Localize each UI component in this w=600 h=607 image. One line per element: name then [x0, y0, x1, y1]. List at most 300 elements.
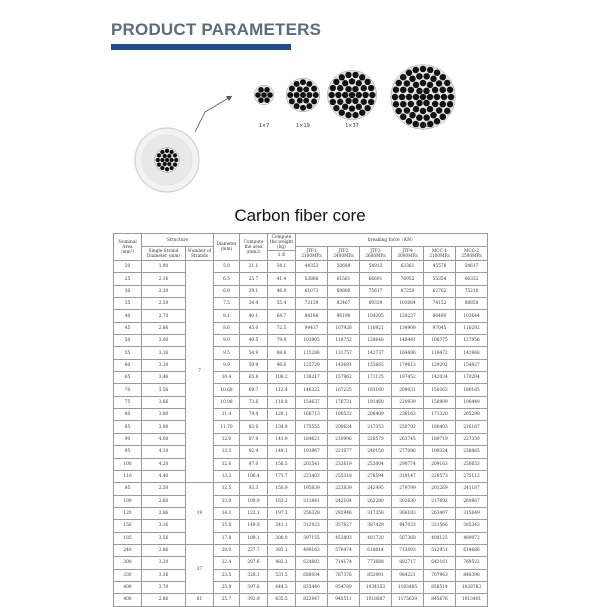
cell-jtf3: 276594	[360, 470, 392, 482]
header-grade-mcc1: MCC-1 2100MPa	[424, 247, 456, 261]
cell-nominal-area: 80	[114, 409, 142, 421]
cell-diameter: 23.5	[214, 569, 240, 581]
cell-jtf4: 567369	[392, 532, 424, 544]
cell-jtf4: 63361	[392, 261, 424, 273]
cell-mcc1: 408125	[424, 532, 456, 544]
cell-jtf4: 76952	[392, 273, 424, 285]
cell-jtf2: 940511	[328, 594, 360, 606]
cell-number-of-strands: 37	[186, 544, 214, 593]
cell-single-strand-diameter: 3.16	[142, 520, 186, 532]
cell-mcc2: 190449	[456, 396, 488, 408]
cell-single-strand-diameter: 3.90	[142, 421, 186, 433]
cell-mcc2: 170204	[456, 372, 488, 384]
cell-mcc2: 141968	[456, 347, 488, 359]
cell-jtf3: 128648	[360, 335, 392, 347]
cell-diameter: 14.3	[214, 507, 240, 519]
cell-jtf1: 256328	[296, 507, 328, 519]
cell-single-strand-diameter: 3.56	[142, 532, 186, 544]
cell-single-strand-diameter: 3.46	[142, 372, 186, 384]
strand-1x37-icon	[327, 70, 376, 119]
cell-mcc2: 180185	[456, 384, 488, 396]
cell-mcc2: 103644	[456, 310, 488, 322]
cell-single-strand-diameter: 2.86	[142, 594, 186, 606]
header-compute-weight: Compute the weight (kg)	[268, 234, 296, 251]
cell-jtf1: 175555	[296, 421, 328, 433]
cell-jtf1: 125729	[296, 359, 328, 371]
strand-label-1x61: 1×61	[416, 123, 430, 129]
cell-jtf2: 61561	[328, 273, 360, 285]
cell-jtf2: 190532	[328, 409, 360, 421]
cell-jtf3: 852991	[360, 569, 392, 581]
cell-jtf4: 263745	[392, 433, 424, 445]
cell-compute-weight: 64.7	[268, 310, 296, 322]
table-row	[114, 532, 488, 544]
table-row	[114, 384, 488, 396]
cell-single-strand-diameter: 3.16	[142, 347, 186, 359]
cell-nominal-area: 25	[114, 273, 142, 285]
cell-jtf1: 223403	[296, 470, 328, 482]
cell-jtf3: 262280	[360, 495, 392, 507]
cell-nominal-area: 150	[114, 520, 142, 532]
header-weight-factor: 1.6	[268, 251, 296, 261]
cell-jtf4: 148441	[392, 335, 424, 347]
cell-mcc1: 321566	[424, 520, 456, 532]
cell-mcc1: 86490	[424, 310, 456, 322]
cell-single-strand-diameter: 2.30	[142, 285, 186, 297]
cell-nominal-area: 100	[114, 495, 142, 507]
strand-1x61-icon	[391, 65, 456, 130]
cell-compute-area: 100.9	[240, 495, 268, 507]
cell-jtf3: 191460	[360, 396, 392, 408]
table-row	[114, 470, 488, 482]
table-row	[114, 298, 488, 310]
cell-jtf1: 822947	[296, 594, 328, 606]
cell-jtf2: 453893	[328, 532, 360, 544]
cell-compute-area: 87.9	[240, 433, 268, 445]
cell-nominal-area: 65	[114, 372, 142, 384]
cell-diameter: 8.6	[214, 322, 240, 334]
table-row	[114, 507, 488, 519]
cell-compute-weight: 34.1	[268, 261, 296, 273]
cell-jtf2: 357627	[328, 520, 360, 532]
cell-compute-weight: 149.1	[268, 446, 296, 458]
cell-diameter: 12.3	[214, 446, 240, 458]
cell-jtf3: 89339	[360, 298, 392, 310]
cell-mcc2: 260867	[456, 495, 488, 507]
cell-mcc1: 229573	[424, 470, 456, 482]
cell-compute-weight: 482.1	[268, 557, 296, 569]
strand-1x19-icon	[286, 78, 320, 112]
cell-jtf3: 773688	[360, 557, 392, 569]
cell-compute-area: 149.0	[240, 520, 268, 532]
cell-jtf2: 954789	[328, 581, 360, 593]
cell-jtf2: 167225	[328, 384, 360, 396]
cell-compute-area: 34.4	[240, 298, 268, 310]
cell-compute-weight: 79.8	[268, 335, 296, 347]
cell-jtf1: 624892	[296, 557, 328, 569]
cell-single-strand-diameter: 3.36	[142, 569, 186, 581]
strand-1x7-icon	[254, 85, 274, 105]
cell-mcc2: 216187	[456, 421, 488, 433]
table-row	[114, 409, 488, 421]
cell-diameter: 8.1	[214, 310, 240, 322]
cell-diameter: 7.5	[214, 298, 240, 310]
cell-jtf3: 217353	[360, 421, 392, 433]
cell-jtf3: 252004	[360, 458, 392, 470]
table-row	[114, 458, 488, 470]
cell-jtf2: 157962	[328, 372, 360, 384]
cell-mcc2: 769522	[456, 557, 488, 569]
cell-compute-area: 25.7	[240, 273, 268, 285]
cell-mcc2: 75210	[456, 285, 488, 297]
cell-single-strand-diameter: 3.66	[142, 396, 186, 408]
cell-mcc2: 489072	[456, 532, 488, 544]
cell-mcc1: 97045	[424, 322, 456, 334]
cell-nominal-area: 240	[114, 544, 142, 556]
cell-nominal-area: 30	[114, 285, 142, 297]
cell-compute-weight: 88.6	[268, 347, 296, 359]
cell-nominal-area: 75	[114, 396, 142, 408]
cell-jtf2: 570474	[328, 544, 360, 556]
cell-nominal-area: 185	[114, 532, 142, 544]
cell-single-strand-diameter: 1.90	[142, 261, 186, 273]
table-row	[114, 335, 488, 347]
cell-jtf3: 228579	[360, 433, 392, 445]
cell-compute-area: 73.6	[240, 396, 268, 408]
cell-mcc2: 250653	[456, 458, 488, 470]
header-grade-jtf4: JTF4 3000MPa	[392, 247, 424, 261]
cell-single-strand-diameter: 3.00	[142, 335, 186, 347]
cell-nominal-area: 70	[114, 384, 142, 396]
cell-jtf3: 116921	[360, 322, 392, 334]
cell-mcc1: 217692	[424, 495, 456, 507]
cell-mcc2: 54617	[456, 261, 488, 273]
header-number-of-strands: Number of Strands	[186, 247, 214, 261]
cell-jtf3: 242495	[360, 483, 392, 495]
cell-mcc2: 154827	[456, 359, 488, 371]
table-body	[114, 261, 488, 607]
table-row	[114, 322, 488, 334]
cell-mcc2: 88858	[456, 298, 488, 310]
cell-compute-area: 49.5	[240, 335, 268, 347]
cell-compute-area: 45.0	[240, 322, 268, 334]
cell-single-strand-diameter: 2.86	[142, 507, 186, 519]
cell-jtf1: 115288	[296, 347, 328, 359]
cell-mcc1: 118472	[424, 347, 456, 359]
cell-compute-weight: 46.9	[268, 285, 296, 297]
cell-diameter: 9.0	[214, 335, 240, 347]
cell-compute-weight: 241.1	[268, 520, 296, 532]
cell-compute-weight: 156.5	[268, 458, 296, 470]
cell-jtf1: 103905	[296, 335, 328, 347]
cell-mcc2: 241187	[456, 483, 488, 495]
cell-jtf2: 787376	[328, 569, 360, 581]
cell-jtf1: 44353	[296, 261, 328, 273]
cell-jtf3: 1034353	[360, 581, 392, 593]
cell-compute-area: 397.8	[240, 581, 268, 593]
table-row	[114, 359, 488, 371]
cell-nominal-area: 20	[114, 261, 142, 273]
cell-single-strand-diameter: 2.70	[142, 310, 186, 322]
cell-compute-weight: 118.8	[268, 396, 296, 408]
cell-diameter: 11.70	[214, 421, 240, 433]
cell-compute-area: 54.9	[240, 347, 268, 359]
cell-diameter: 15.8	[214, 520, 240, 532]
cell-jtf1: 193967	[296, 446, 328, 458]
cell-nominal-area: 35	[114, 298, 142, 310]
cell-nominal-area: 400	[114, 581, 142, 593]
cell-single-strand-diameter: 2.50	[142, 483, 186, 495]
cell-mcc1: 180403	[424, 421, 456, 433]
cell-single-strand-diameter: 2.60	[142, 495, 186, 507]
strand-label-1x19: 1×19	[296, 123, 310, 129]
cell-mcc1: 171320	[424, 409, 456, 421]
cell-compute-area: 21.1	[240, 261, 268, 273]
cell-jtf1: 154637	[296, 396, 328, 408]
cell-jtf2: 210996	[328, 433, 360, 445]
cell-jtf3: 240150	[360, 446, 392, 458]
cell-mcc1: 707963	[424, 569, 456, 581]
cell-single-strand-diameter: 3.30	[142, 359, 186, 371]
cell-jtf4: 984221	[392, 569, 424, 581]
table-row	[114, 495, 488, 507]
table-row	[114, 285, 488, 297]
cell-mcc1: 45578	[424, 261, 456, 273]
cell-diameter: 10.4	[214, 372, 240, 384]
header-structure: Structure	[142, 234, 214, 247]
cell-jtf4: 103084	[392, 298, 424, 310]
cell-jtf1: 203541	[296, 458, 328, 470]
table-row	[114, 310, 488, 322]
header-grade-jtf3: JTF3 2600MPa	[360, 247, 392, 261]
cell-jtf2: 714174	[328, 557, 360, 569]
cell-diameter: 10.68	[214, 384, 240, 396]
page-title: PRODUCT PARAMETERS	[111, 20, 322, 39]
cell-single-strand-diameter: 3.70	[142, 581, 186, 593]
cell-jtf3: 1018887	[360, 594, 392, 606]
cell-mcc2: 66332	[456, 273, 488, 285]
cell-jtf2: 242104	[328, 495, 360, 507]
cell-diameter: 6.5	[214, 273, 240, 285]
parameters-table	[113, 233, 488, 607]
table-row	[114, 557, 488, 569]
cell-jtf2: 82467	[328, 298, 360, 310]
strand-label-1x37: 1×37	[345, 123, 359, 129]
cell-jtf2: 107928	[328, 322, 360, 334]
cell-nominal-area: 90	[114, 433, 142, 445]
cell-nominal-area: 95	[114, 483, 142, 495]
cell-single-strand-diameter: 2.86	[142, 322, 186, 334]
cell-nominal-area: 300	[114, 557, 142, 569]
cell-jtf1: 211841	[296, 495, 328, 507]
cell-jtf4: 179613	[392, 359, 424, 371]
cell-nominal-area: 60	[114, 359, 142, 371]
cell-jtf2: 232619	[328, 458, 360, 470]
cell-mcc2: 385343	[456, 520, 488, 532]
cell-jtf1: 53866	[296, 273, 328, 285]
cell-jtf1: 184621	[296, 433, 328, 445]
table-title: Carbon fiber core	[234, 206, 366, 225]
cell-jtf2: 255318	[328, 470, 360, 482]
cell-single-strand-diameter: 4.20	[142, 458, 186, 470]
cell-jtf4: 120237	[392, 310, 424, 322]
cell-jtf1: 72159	[296, 298, 328, 310]
cell-jtf4: 197452	[392, 372, 424, 384]
cell-jtf4: 209031	[392, 384, 424, 396]
cell-single-strand-diameter: 4.10	[142, 446, 186, 458]
cell-jtf1: 835440	[296, 581, 328, 593]
cell-jtf3: 54913	[360, 261, 392, 273]
table-row	[114, 581, 488, 593]
cell-jtf1: 166713	[296, 409, 328, 421]
cell-mcc1: 201269	[424, 483, 456, 495]
cell-compute-weight: 385.1	[268, 544, 296, 556]
table-row	[114, 421, 488, 433]
cell-compute-weight: 306.0	[268, 532, 296, 544]
cell-compute-area: 92.4	[240, 446, 268, 458]
cell-diameter: 25.7	[214, 594, 240, 606]
cell-compute-area: 79.4	[240, 409, 268, 421]
cell-compute-area: 83.6	[240, 421, 268, 433]
cell-diameter: 6.9	[214, 285, 240, 297]
cell-jtf4: 277096	[392, 446, 424, 458]
cell-mcc2: 238865	[456, 446, 488, 458]
cell-mcc1: 158909	[424, 396, 456, 408]
cell-jtf3: 142737	[360, 347, 392, 359]
cell-nominal-area: 85	[114, 421, 142, 433]
cell-nominal-area: 100	[114, 458, 142, 470]
cell-nominal-area: 330	[114, 569, 142, 581]
cell-diameter: 5.9	[214, 261, 240, 273]
table-row	[114, 446, 488, 458]
cell-jtf4: 250792	[392, 421, 424, 433]
arrow-icon	[195, 96, 232, 132]
cell-compute-area: 40.1	[240, 310, 268, 322]
cell-jtf4: 892717	[392, 557, 424, 569]
cell-compute-area: 392.9	[240, 594, 268, 606]
cell-nominal-area: 55	[114, 347, 142, 359]
cell-jtf1: 688934	[296, 569, 328, 581]
cell-jtf2: 96190	[328, 310, 360, 322]
cell-mcc2: 205298	[456, 409, 488, 421]
cell-compute-weight: 531.5	[268, 569, 296, 581]
cell-mcc1: 189719	[424, 433, 456, 445]
cell-single-strand-diameter: 3.56	[142, 384, 186, 396]
cell-diameter: 25.9	[214, 581, 240, 593]
cell-compute-weight: 635.5	[268, 594, 296, 606]
cell-compute-area: 122.1	[240, 507, 268, 519]
cell-jtf1: 312923	[296, 520, 328, 532]
header-diameter: Diameter (mm)	[214, 234, 240, 261]
cell-jtf1: 84166	[296, 310, 328, 322]
cell-jtf2: 200634	[328, 421, 360, 433]
cell-jtf1: 397155	[296, 532, 328, 544]
cell-jtf4: 1193485	[392, 581, 424, 593]
cell-single-strand-diameter: 3.20	[142, 557, 186, 569]
cell-mcc2: 614686	[456, 544, 488, 556]
cell-diameter: 12.5	[214, 483, 240, 495]
cell-jtf4: 87250	[392, 285, 424, 297]
cell-compute-weight: 171.7	[268, 470, 296, 482]
cell-compute-area: 65.8	[240, 372, 268, 384]
cell-jtf1: 195839	[296, 483, 328, 495]
cell-jtf3: 104205	[360, 310, 392, 322]
header-nominal-area: Nominal Area （mm²）	[114, 234, 142, 261]
cell-compute-weight: 141.9	[268, 433, 296, 445]
cell-mcc1: 150363	[424, 384, 456, 396]
cell-jtf1: 499163	[296, 544, 328, 556]
cell-mcc1: 845676	[424, 594, 456, 606]
cell-single-strand-diameter: 4.40	[142, 470, 186, 482]
cell-mcc1: 142034	[424, 372, 456, 384]
cell-jtf4: 713093	[392, 544, 424, 556]
cell-jtf2: 131757	[328, 347, 360, 359]
cell-jtf4: 366183	[392, 507, 424, 519]
cell-jtf2: 143691	[328, 359, 360, 371]
cell-number-of-strands: 61	[186, 594, 214, 606]
cell-jtf2: 69800	[328, 285, 360, 297]
cell-jtf3: 317358	[360, 507, 392, 519]
cell-jtf2: 292946	[328, 507, 360, 519]
table-row	[114, 273, 488, 285]
cell-diameter: 22.4	[214, 557, 240, 569]
header-single-strand-diameter: Single Strand Diameter (mm)	[142, 247, 186, 261]
header-grade-jtf1: JTF1 2100MPa	[296, 247, 328, 261]
table-row	[114, 433, 488, 445]
header-compute-area: Compute the area (mm2)	[240, 234, 268, 261]
cell-mcc1: 55354	[424, 273, 456, 285]
cell-compute-weight: 112.4	[268, 384, 296, 396]
cell-nominal-area: 50	[114, 335, 142, 347]
cell-jtf1: 61073	[296, 285, 328, 297]
cell-jtf4: 220939	[392, 396, 424, 408]
cell-nominal-area: 40	[114, 310, 142, 322]
cell-diameter: 12.0	[214, 433, 240, 445]
table-row	[114, 544, 488, 556]
cell-nominal-area: 120	[114, 507, 142, 519]
cell-mcc2: 116292	[456, 322, 488, 334]
cell-mcc1: 199324	[424, 446, 456, 458]
cell-single-strand-diameter: 4.00	[142, 433, 186, 445]
strand-diagram	[0, 0, 600, 200]
cell-diameter: 10.98	[214, 396, 240, 408]
cell-jtf4: 134909	[392, 322, 424, 334]
cell-compute-area: 69.7	[240, 384, 268, 396]
cell-number-of-strands: 7	[186, 261, 214, 483]
strand-label-1x7: 1×7	[258, 123, 270, 129]
cell-single-strand-diameter: 2.50	[142, 298, 186, 310]
table-row	[114, 261, 488, 273]
cell-single-strand-diameter: 3.80	[142, 409, 186, 421]
cell-compute-weight: 128.1	[268, 409, 296, 421]
cell-jtf3: 618014	[360, 544, 392, 556]
cell-diameter: 11.4	[214, 409, 240, 421]
cell-jtf3: 181160	[360, 384, 392, 396]
cell-diameter: 13.0	[214, 495, 240, 507]
cell-nominal-area: 95	[114, 446, 142, 458]
cell-diameter: 9.5	[214, 347, 240, 359]
cell-nominal-area: 110	[114, 470, 142, 482]
cell-compute-area: 189.1	[240, 532, 268, 544]
cell-compute-area: 328.1	[240, 569, 268, 581]
cell-compute-area: 29.1	[240, 285, 268, 297]
cell-mcc1: 642161	[424, 557, 456, 569]
cell-diameter: 13.2	[214, 470, 240, 482]
header-grade-mcc2: MCC-2 2500MPa	[456, 247, 488, 261]
table-row	[114, 396, 488, 408]
cell-compute-weight: 163.2	[268, 495, 296, 507]
cell-mcc2: 275112	[456, 470, 488, 482]
